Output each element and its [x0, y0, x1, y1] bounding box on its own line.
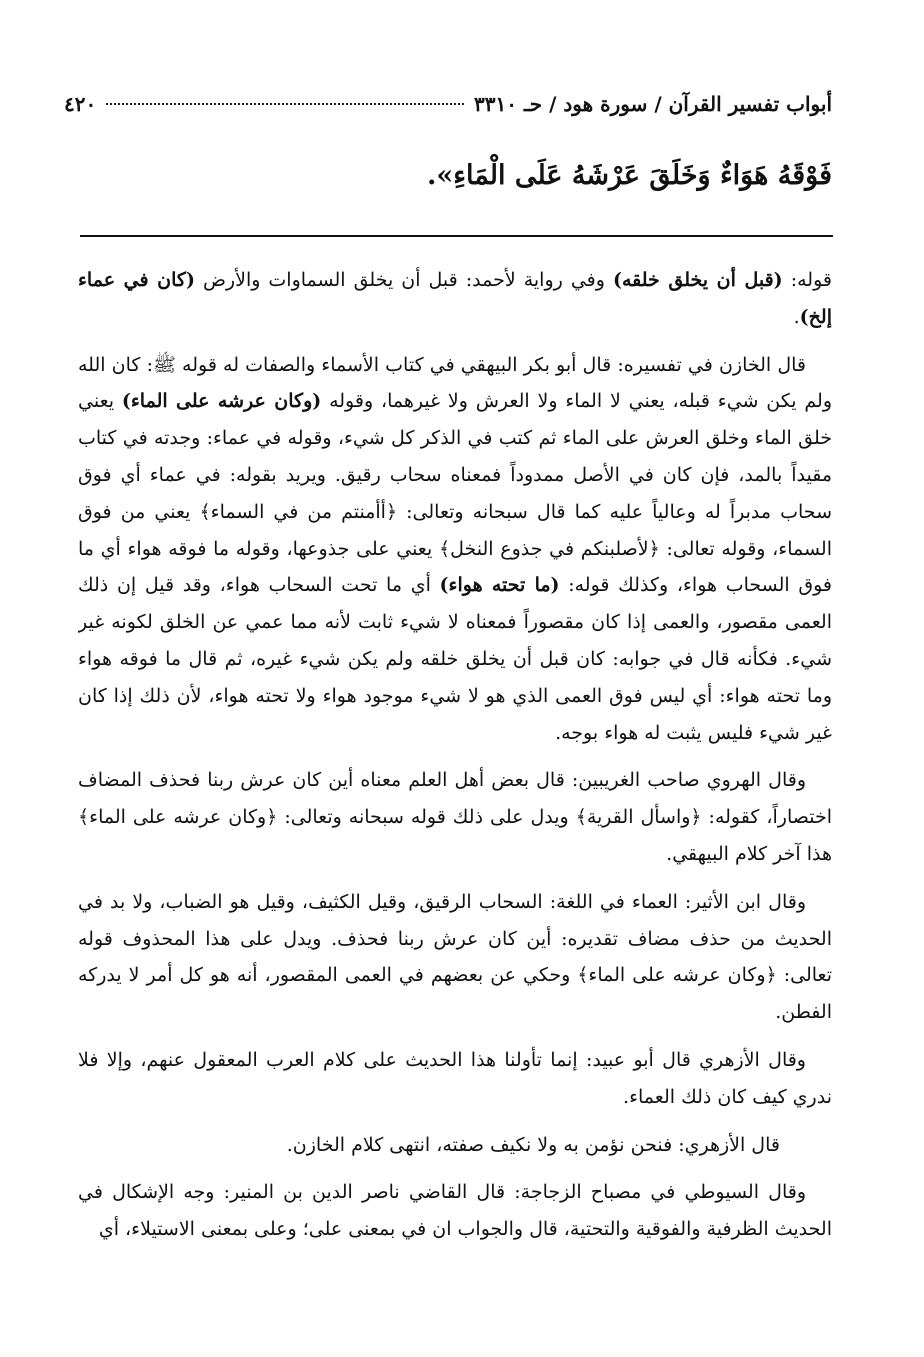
- hadith-text-end: فَوْقَهُ هَوَاءٌ وَخَلَقَ عَرْشَهُ عَلَى الْمَاءِ».: [427, 160, 832, 191]
- running-header-title: أبواب تفسير القرآن / سورة هود / حـ ٣٣١٠: [474, 92, 832, 116]
- commentary-divider: [80, 235, 833, 237]
- bold-quote: (كان في عماء إلخ): [78, 269, 832, 328]
- paragraph-text: قال الخازن في تفسيره: قال أبو بكر البيهقي في كتاب الأسماء والصفات له قوله ﷺ: كان الله ولم يكن شيء قبله، يعني لا الماء ولا العرش ولا غيرهما، وقوله: [78, 353, 832, 413]
- paragraph: وقال ابن الأثير: العماء في اللغة: السحاب الرقيق، وقيل الكثيف، وقيل هو الضباب، ولا بد في الحديث من حذف مضاف تقديره: أين كان عرش ربنا فحذف. ويدل على هذا المحذوف قوله تعالى: ﴿وكان عرشه على الماء﴾ وحكي عن بعضهم في العمى المقصور، أنه هو كل أمر لا يدركه الفطن.: [78, 890, 832, 1024]
- paragraph-text: يعني خلق الماء وخلق العرش على الماء ثم كتب في الذكر كل شيء، وقوله في عماء: وجدته في كتاب مقيداً بالمد، فإن كان في الأصل ممدوداً فمعناه سحاب رقيق. ويريد بقوله: في عماء أي فوق سحاب مدبراً له وعالياً عليه كما قال سبحانه وتعالى: ﴿أأمنتم من في السماء﴾ يعني من فوق السماء، وقوله تعالى: ﴿لأصلبنكم في جذوع النخل﴾ يعني على جذوعها، وقوله ما فوقه هواء أي ما فوق السحاب هواء، وكذلك قوله:: [78, 390, 832, 597]
- paragraph: وقال الهروي صاحب الغريبين: قال بعض أهل العلم معناه أين كان عرش ربنا فحذف المضاف اختصاراً، كقوله: ﴿واسأل القرية﴾ ويدل على ذلك قوله سبحانه وتعالى: ﴿وكان عرشه على الماء﴾ هذا آخر كلام البيهقي.: [78, 769, 832, 865]
- page-number: ٤٢٠: [64, 92, 97, 116]
- bold-quote: (وكان عرشه على الماء): [121, 390, 322, 413]
- paragraph: قال الأزهري: فنحن نؤمن به ولا نكيف صفته، انتهى كلام الخازن.: [286, 1133, 780, 1156]
- paragraph-text: وفي رواية لأحمد: قبل أن يخلق السماوات والأرض: [194, 269, 613, 291]
- paragraph-text: .: [793, 305, 800, 328]
- running-header: [64, 92, 832, 126]
- paragraph: وقال السيوطي في مصباح الزجاجة: قال القاضي ناصر الدين بن المنير: وجه الإشكال في الحديث الظرفية والفوقية والتحتية، قال والجواب ان في بمعنى على؛ وعلى بمعنى الاستيلاء، أي: [78, 1181, 832, 1241]
- dotted-leader: [106, 103, 464, 105]
- paragraph-text: قوله:: [782, 269, 832, 291]
- paragraph: [78, 347, 832, 752]
- bold-quote: (ما تحته هواء): [439, 574, 560, 597]
- commentary-body: [78, 262, 832, 1349]
- bold-quote: (قبل أن يخلق خلقه): [612, 269, 783, 291]
- paragraph-text: أي ما تحت السحاب هواء، وقد قيل إن ذلك العمى مقصور، والعمى إذا كان مقصوراً فمعناه لا شيء ثابت لأنه مما عمي عن الخلق لكونه غير شيء. فكأنه قال في جوابه: كان قبل أن يخلق خلقه ولم يكن شيء غيره، ثم قال ما فوقه هواء وما تحته هواء: أي ليس فوق العمى الذي هو لا شيء موجود هواء ولا تحته هواء، لأن ذلك إذا كان غير شيء فليس يثبت له هواء بوجه.: [78, 574, 832, 744]
- paragraph: [78, 262, 832, 336]
- paragraph: وقال الأزهري قال أبو عبيد: إنما تأولنا هذا الحديث على كلام العرب المعقول عنهم، وإلا فلا ندري كيف كان ذلك العماء.: [78, 1048, 832, 1108]
